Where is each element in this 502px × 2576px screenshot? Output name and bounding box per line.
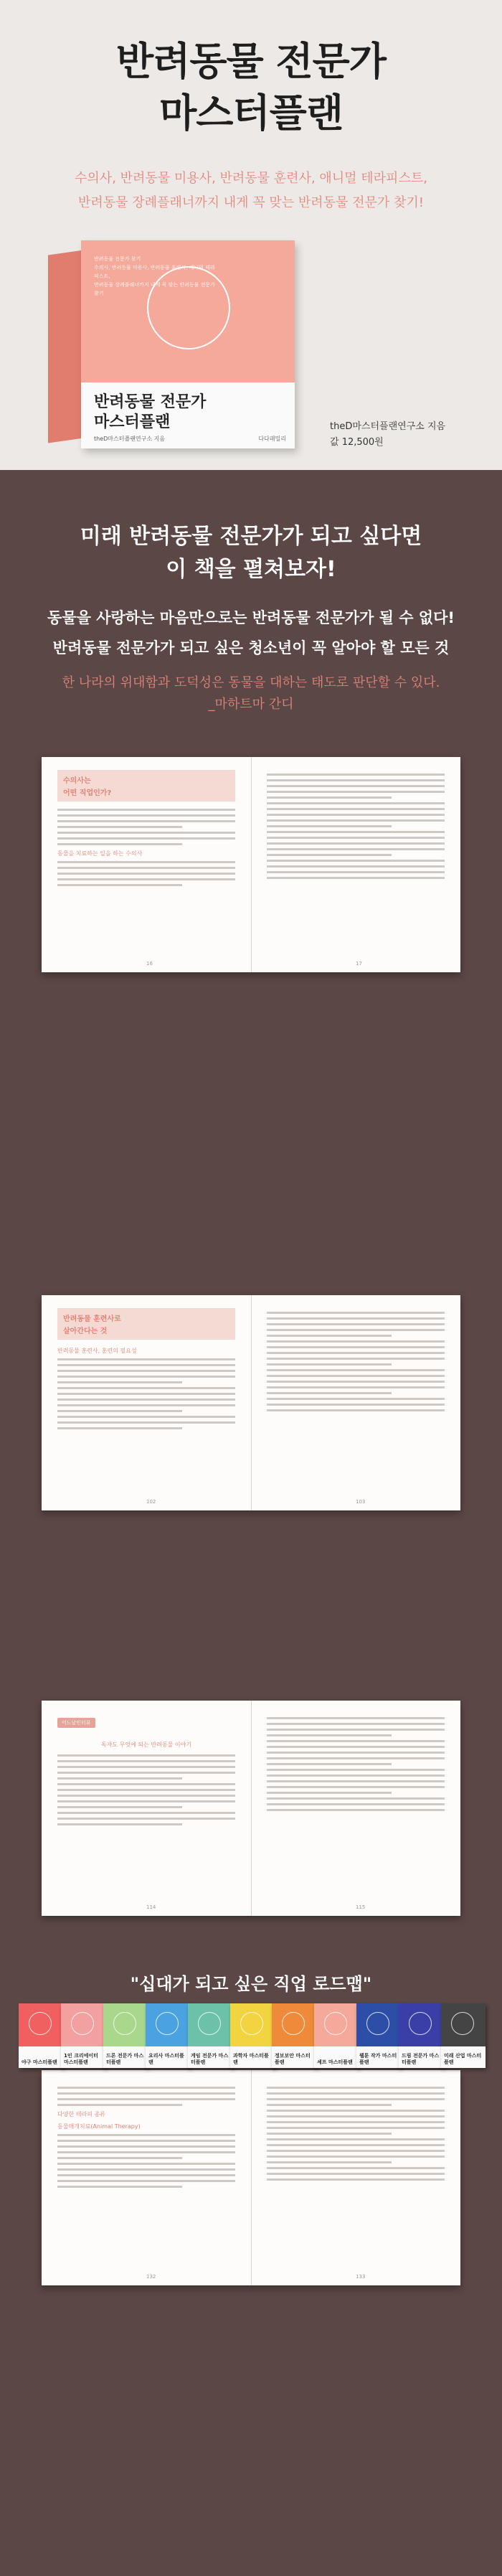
roadmap-book-circle [156, 2012, 179, 2035]
roadmap-book-title: 웹툰 작가 마스터플랜 [359, 2053, 397, 2065]
hero-section [0, 0, 502, 470]
page-number: 133 [356, 2274, 366, 2280]
spread-left-page [42, 1701, 251, 1916]
roadmap-book-title: 요리사 마스터플랜 [148, 2053, 184, 2065]
roadmap-book [188, 2003, 232, 2068]
section-subheading-2: 동물매개치료(Animal Therapy) [57, 2123, 141, 2130]
roadmap-book [356, 2003, 401, 2068]
roadmap-book-title: 드론 전문가 마스터플랜 [106, 2053, 144, 2065]
interview-tag: 어느날인터뷰 [57, 1718, 95, 1728]
book-spread-2 [42, 1295, 460, 1510]
roadmap-book [230, 2003, 275, 2068]
roadmap-book-circle [29, 2012, 52, 2035]
cover-blurb-line: 수의사, 반려동물 미용사, 반려동물 훈련사, 애니멀 테라피스트, [94, 265, 215, 279]
cover-author: theD마스터플랜연구소 지음 [94, 436, 166, 442]
price-line: 값 12,500원 [330, 437, 384, 448]
hero-title [0, 36, 502, 139]
roadmap-book-title: 1인 크리에이터 마스터플랜 [64, 2053, 98, 2065]
roadmap-book-title: 드림 전문가 마스터플랜 [402, 2053, 440, 2065]
page-number: 102 [146, 1499, 156, 1505]
chapter-heading [57, 770, 235, 802]
page-number: 16 [146, 961, 153, 967]
roadmap-book [19, 2003, 63, 2068]
promo-quote [0, 672, 502, 715]
cover-title [94, 392, 206, 433]
cover-blurb-line: 반려동물 전문가 찾기 [94, 256, 141, 262]
spread-right-page [251, 757, 460, 972]
book-spread-4 [42, 2070, 460, 2285]
chapter-heading-line2: 어떤 직업인가? [63, 789, 112, 797]
book-cover [39, 240, 298, 448]
book-spine [48, 250, 81, 443]
roadmap-book-circle [409, 2012, 432, 2035]
chapter-heading-line2: 살아간다는 것 [63, 1327, 108, 1335]
roadmap-book-circle [324, 2012, 347, 2035]
spread-left-page [42, 757, 251, 972]
section-subheading: 반려동물 훈련사, 훈련의 필요성 [57, 1348, 137, 1354]
page-number: 132 [146, 2274, 156, 2280]
quote-author: _마하트마 간디 [208, 697, 294, 712]
promo-headline-line2: 이 책을 펼쳐보자! [166, 557, 336, 582]
roadmap-book-circle [71, 2012, 94, 2035]
chapter-heading-line1: 반려동물 훈련사로 [63, 1315, 121, 1323]
roadmap-book-title: 미래 산업 마스터플랜 [444, 2053, 482, 2065]
promo-headline [0, 520, 502, 586]
page-number: 17 [356, 961, 362, 967]
book-spread-1 [42, 757, 460, 972]
hero-sub-line2: 반려동물 장례플래너까지 내게 꼭 맞는 반려동물 전문가 찾기! [78, 195, 424, 210]
roadmap-books-row [19, 2003, 483, 2068]
book-spread-3 [42, 1701, 460, 1916]
cover-title-line1: 반려동물 전문가 [94, 393, 207, 411]
roadmap-book-title: 게임 전문가 마스터플랜 [191, 2053, 229, 2065]
roadmap-book-title: 야구 마스터플랜 [22, 2059, 57, 2065]
cover-title-line2: 마스터플랜 [94, 413, 171, 431]
roadmap-book-circle [282, 2012, 305, 2035]
page-number: 115 [356, 1904, 366, 1910]
cover-blurb-line: 반려동물 장례플래너까지 내게 꼭 맞는 반려동물 전문가 찾기 [94, 282, 215, 296]
roadmap-book [272, 2003, 316, 2068]
roadmap-book-circle [366, 2012, 389, 2035]
chapter-heading [57, 1308, 235, 1340]
promo-subhead [0, 603, 502, 663]
roadmap-book [399, 2003, 443, 2068]
promo-section [0, 470, 502, 2576]
roadmap-book [441, 2003, 486, 2068]
chapter-heading-line1: 수의사는 [63, 777, 91, 785]
spread-right-page [251, 2070, 460, 2285]
section-subheading: 독자도 무엇에 되는 반려동물 이야기 [100, 1741, 192, 1748]
section-subheading: 다양한 테라피 종류 [57, 2111, 105, 2117]
spread-right-page [251, 1701, 460, 1916]
roadmap-book-circle [451, 2012, 474, 2035]
cover-publisher: 다다패밀리 [258, 436, 286, 442]
page-number: 114 [146, 1904, 156, 1910]
roadmap-book-circle [240, 2012, 263, 2035]
roadmap-title: "십대가 되고 싶은 직업 로드맵" [130, 1974, 372, 1994]
cover-circle-graphic [147, 266, 230, 349]
roadmap-book-title: 정보보안 마스터플랜 [275, 2053, 311, 2065]
spread-left-page [42, 2070, 251, 2285]
roadmap-book [314, 2003, 359, 2068]
hero-sub-line1: 수의사, 반려동물 미용사, 반려동물 훈련사, 애니멀 테라피스트, [75, 171, 427, 186]
spread-right-page [251, 1295, 460, 1510]
roadmap-book-circle [198, 2012, 221, 2035]
author-line: theD마스터플랜연구소 지음 [330, 421, 446, 432]
promo-subhead-line1: 동물을 사랑하는 마음만으로는 반려동물 전문가가 될 수 없다! [47, 609, 455, 626]
spread-left-page [42, 1295, 251, 1510]
roadmap-book-title: 셰프 마스터플랜 [317, 2059, 353, 2065]
quote-text: 한 나라의 위대함과 도덕성은 동물을 대하는 태도로 판단할 수 있다. [62, 675, 440, 690]
page-number: 103 [356, 1499, 366, 1505]
promo-headline-line1: 미래 반려동물 전문가가 되고 싶다면 [80, 524, 422, 549]
roadmap-book-circle [113, 2012, 136, 2035]
book-front [81, 240, 295, 448]
hero-title-line2: 마스터플랜 [159, 90, 343, 136]
hero-title-line1: 반려동물 전문가 [116, 39, 386, 84]
roadmap-book [103, 2003, 148, 2068]
roadmap-book [61, 2003, 105, 2068]
promo-subhead-line2: 반려동물 전문가가 되고 싶은 청소년이 꼭 알아야 할 모든 것 [52, 639, 450, 657]
roadmap-book [146, 2003, 190, 2068]
roadmap-book-title: 과학자 마스터플랜 [233, 2053, 269, 2065]
hero-subtitle [43, 166, 459, 215]
section-subheading: 동물을 치료하는 일을 하는 수의사 [57, 850, 143, 857]
